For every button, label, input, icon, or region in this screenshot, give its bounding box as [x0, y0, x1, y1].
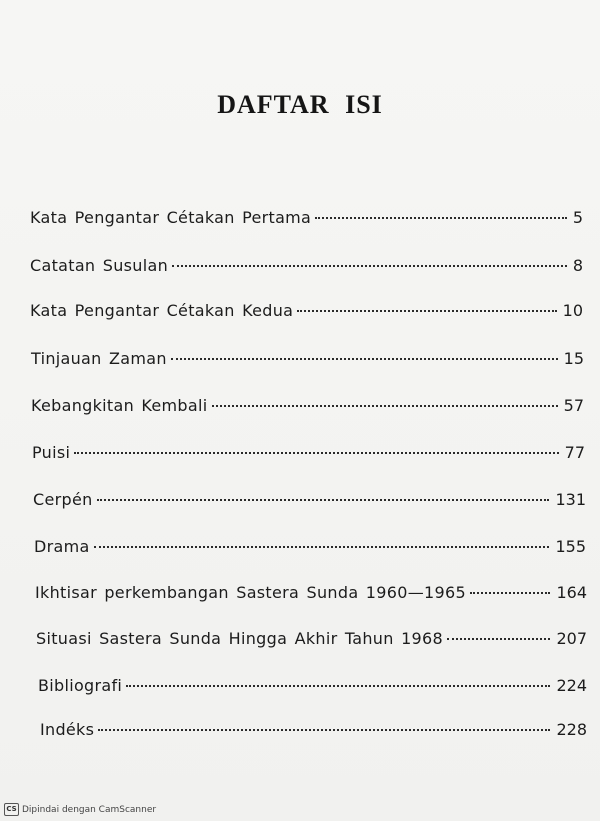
- toc-entry-label: Kata Pengantar Cétakan Pertama: [30, 208, 312, 227]
- toc-entry-label: Ikhtisar perkembangan Sastera Sunda 1960—1965: [35, 583, 466, 602]
- toc-entry-label: Bibliografi: [38, 676, 123, 695]
- toc-entry: [40, 720, 587, 739]
- toc-entry-label: Indéks: [40, 720, 95, 739]
- toc-entry-page: 10: [562, 301, 583, 320]
- toc-entry-page: 5: [572, 208, 583, 227]
- toc-entry-label: Cerpén: [33, 490, 93, 509]
- toc-entry-page: 15: [563, 349, 584, 368]
- dot-leader: [172, 265, 567, 267]
- watermark-text: Dipindai dengan CamScanner: [22, 804, 157, 815]
- toc-entry: [30, 301, 583, 320]
- toc-entry: [32, 443, 585, 462]
- toc-entry-page: 131: [555, 490, 586, 509]
- toc-entry: [31, 396, 584, 415]
- toc-entry-page: 8: [572, 256, 583, 275]
- toc-entry: [33, 490, 586, 509]
- toc-entry-label: Catatan Susulan: [30, 256, 169, 275]
- toc-entry-page: 77: [564, 443, 585, 462]
- toc-entry: [38, 676, 587, 695]
- dot-leader: [97, 499, 550, 501]
- toc-entry: [31, 349, 584, 368]
- dot-leader: [447, 638, 550, 640]
- dot-leader: [171, 358, 558, 360]
- dot-leader: [297, 310, 556, 312]
- toc-entry-label: Drama: [34, 537, 90, 556]
- dot-leader: [94, 546, 550, 548]
- camscanner-logo-icon: CS: [4, 803, 19, 816]
- dot-leader: [126, 685, 550, 687]
- toc-entry: [35, 583, 587, 602]
- toc-entry-label: Situasi Sastera Sunda Hingga Akhir Tahun 1968: [36, 629, 443, 648]
- toc-entry-page: 224: [556, 676, 587, 695]
- dot-leader: [470, 592, 551, 594]
- dot-leader: [74, 452, 558, 454]
- toc-entry-page: 164: [556, 583, 587, 602]
- toc-entry: [34, 537, 586, 556]
- toc-entry-page: 57: [563, 396, 584, 415]
- toc-entry-page: 207: [556, 629, 587, 648]
- toc-entry-label: Kebangkitan Kembali: [31, 396, 208, 415]
- scanner-watermark: [4, 803, 156, 816]
- toc-entry-label: Puisi: [32, 443, 71, 462]
- toc-entry: [30, 256, 583, 275]
- dot-leader: [315, 217, 567, 219]
- toc-entry-page: 228: [556, 720, 587, 739]
- page-title: DAFTAR ISI: [217, 90, 383, 119]
- toc-entry-label: Kata Pengantar Cétakan Kedua: [30, 301, 294, 320]
- dot-leader: [98, 729, 550, 731]
- dot-leader: [212, 405, 558, 407]
- toc-entry-label: Tinjauan Zaman: [31, 349, 167, 368]
- toc-entry: [36, 629, 587, 648]
- toc-entry-page: 155: [555, 537, 586, 556]
- toc-entry: [30, 208, 583, 227]
